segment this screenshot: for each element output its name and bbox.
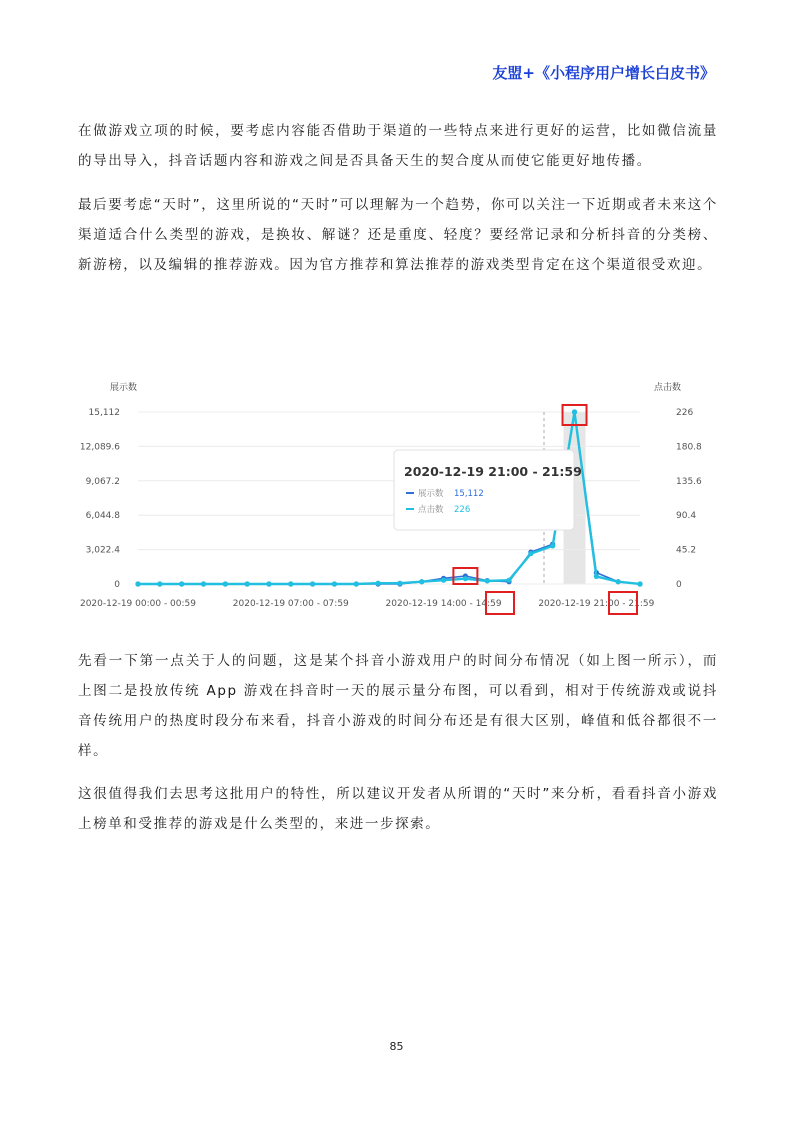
paragraph-2: 最后要考虑“天时”，这里所说的“天时”可以理解为一个趋势，你可以关注一下近期或者未来这个渠道适合什么类型的游戏，是换妆、解谜？还是重度、轻度？要经常记录和分析抖音的分类榜、新游榜，以及编辑的推荐游戏。因为官方推荐和算法推荐的游戏类型肯定在这个渠道很受欢迎。 xyxy=(78,197,718,273)
tooltip-row-value: 15,112 xyxy=(454,489,484,499)
left-axis-title: 展示数 xyxy=(110,383,138,393)
data-point xyxy=(179,581,184,586)
data-point xyxy=(594,574,599,579)
left-tick-label: 6,044.8 xyxy=(85,511,120,522)
left-tick-label: 0 xyxy=(114,580,120,590)
left-tick-label: 9,067.2 xyxy=(85,476,120,487)
left-tick-label: 15,112 xyxy=(88,408,120,418)
paragraph-1: 在做游戏立项的时候，要考虑内容能否借助于渠道的一些特点来进行更好的运营，比如微信流量的导出导入，抖音话题内容和游戏之间是否具备天生的契合度从而使它能更好地传播。 xyxy=(78,123,718,169)
data-point xyxy=(506,578,511,583)
right-axis-title: 点击数 xyxy=(654,383,682,393)
right-tick-label: 135.6 xyxy=(676,476,702,487)
data-point xyxy=(332,581,337,586)
data-point xyxy=(288,581,293,586)
chart-svg xyxy=(72,372,722,622)
data-point xyxy=(397,581,402,586)
data-point xyxy=(441,578,446,583)
data-point xyxy=(157,581,162,586)
left-tick-label: 3,022.4 xyxy=(85,545,120,556)
data-point xyxy=(550,543,555,548)
data-point xyxy=(463,576,468,581)
data-point xyxy=(485,578,490,583)
x-tick-label: 2020-12-19 14:00 - 14:59 xyxy=(385,599,502,609)
document-header: 友盟+《小程序用户增长白皮书》 xyxy=(492,64,715,82)
right-tick-label: 180.8 xyxy=(676,442,702,453)
data-point xyxy=(223,581,228,586)
data-point xyxy=(419,579,424,584)
data-point xyxy=(201,581,206,586)
right-tick-label: 226 xyxy=(676,408,694,418)
data-point xyxy=(375,581,380,586)
x-tick-label: 2020-12-19 00:00 - 00:59 xyxy=(79,599,197,609)
right-tick-label: 45.2 xyxy=(676,545,697,556)
right-tick-label: 90.4 xyxy=(676,511,697,522)
data-point xyxy=(572,409,577,414)
left-tick-label: 12,089.6 xyxy=(79,442,120,453)
tooltip-title: 2020-12-19 21:00 - 21:59 xyxy=(404,464,582,479)
data-point xyxy=(245,581,250,586)
tooltip-row-label: 展示数 xyxy=(418,489,444,499)
data-point xyxy=(310,581,315,586)
page-number: 85 xyxy=(389,1040,404,1053)
paragraph-4: 这很值得我们去思考这批用户的特性，所以建议开发者从所谓的“天时”来分析，看看抖音小游戏上榜单和受推荐的游戏是什么类型的，来进一步探索。 xyxy=(78,786,718,832)
tooltip-row-label: 点击数 xyxy=(418,505,444,515)
data-point xyxy=(637,581,642,586)
x-tick-label: 2020-12-19 07:00 - 07:59 xyxy=(232,599,349,609)
data-point xyxy=(266,581,271,586)
right-tick-label: 0 xyxy=(676,580,682,590)
data-point xyxy=(135,581,140,586)
x-tick-label: 2020-12-19 21:00 - 21:59 xyxy=(538,599,655,609)
data-point xyxy=(528,551,533,556)
hourly-distribution-chart xyxy=(72,372,722,622)
paragraph-3: 先看一下第一点关于人的问题，这是某个抖音小游戏用户的时间分布情况（如上图一所示），而上图二是投放传统 App 游戏在抖音时一天的展示量分布图，可以看到，相对于传统游戏或说抖音传统用户的热度时段分布来看，抖音小游戏的时间分布还是有很大区别，峰值和低谷都很不一样。 xyxy=(78,653,718,759)
data-point xyxy=(354,581,359,586)
data-point xyxy=(616,579,621,584)
tooltip-row-value: 226 xyxy=(454,505,471,515)
